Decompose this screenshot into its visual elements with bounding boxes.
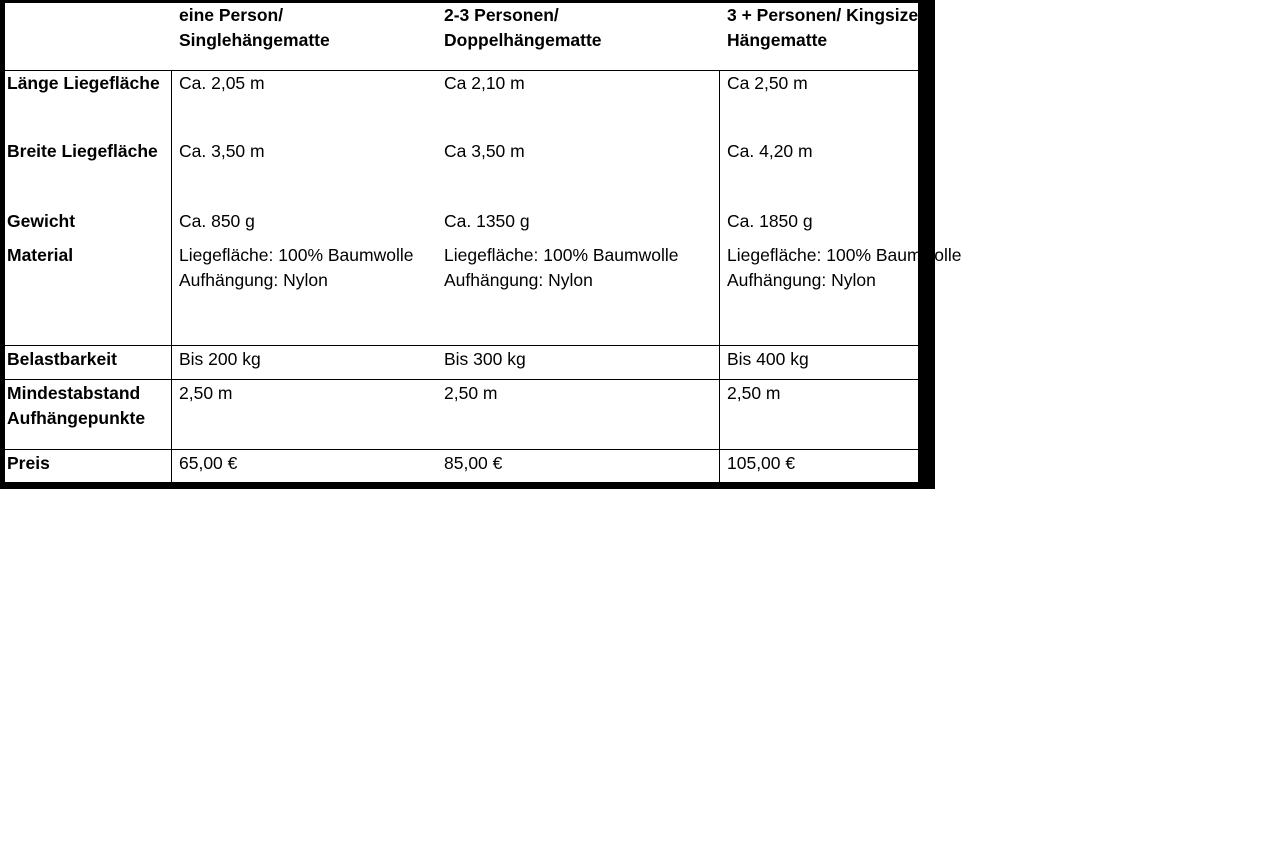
cell-weight-single: Ca. 850 g — [179, 211, 255, 231]
comparison-table — [5, 3, 962, 482]
row-label-material: Material — [7, 245, 74, 265]
cell-load-kingsize: Bis 400 kg — [727, 349, 809, 369]
cell-price-kingsize: 105,00 € — [727, 453, 796, 473]
row-divider — [5, 449, 918, 450]
cell-material-single — [179, 243, 413, 293]
cell-width-kingsize: Ca. 4,20 m — [727, 141, 813, 161]
cell-load-single: Bis 200 kg — [179, 349, 261, 369]
row-label-line: Aufhängepunkte — [7, 408, 146, 428]
row-label-weight: Gewicht — [7, 211, 76, 231]
header-line: 2-3 Personen/ — [444, 5, 559, 25]
row-label-min-distance — [7, 381, 145, 431]
row-label-load: Belastbarkeit — [7, 349, 117, 369]
header-line: eine Person/ — [179, 5, 284, 25]
header-line: 3 + Personen/ Kingsize — [727, 5, 919, 25]
cell-length-double: Ca 2,10 m — [444, 73, 525, 93]
material-line: Liegefläche: 100% Baumwolle — [179, 245, 414, 265]
row-label-width: Breite Liegefläche — [7, 141, 158, 161]
cell-price-double: 85,00 € — [444, 453, 503, 473]
material-line: Aufhängung: Nylon — [444, 270, 593, 290]
cell-distance-kingsize: 2,50 m — [727, 383, 781, 403]
header-single — [179, 3, 330, 53]
cell-length-kingsize: Ca 2,50 m — [727, 73, 808, 93]
header-line: Singlehängematte — [179, 30, 330, 50]
row-divider — [5, 70, 918, 71]
cell-width-double: Ca 3,50 m — [444, 141, 525, 161]
cell-width-single: Ca. 3,50 m — [179, 141, 265, 161]
row-divider — [5, 345, 918, 346]
material-line: Liegefläche: 100% Baumwolle — [444, 245, 679, 265]
table-image-frame — [0, 0, 962, 489]
header-line: Hängematte — [727, 30, 828, 50]
material-line: Liegefläche: 100% Baumwolle — [727, 245, 962, 265]
row-label-price: Preis — [7, 453, 50, 473]
row-divider — [5, 379, 918, 380]
cell-distance-single: 2,50 m — [179, 383, 233, 403]
row-label-length: Länge Liegefläche — [7, 73, 160, 93]
cell-material-kingsize — [727, 243, 961, 293]
material-line: Aufhängung: Nylon — [179, 270, 328, 290]
cell-material-double — [444, 243, 678, 293]
cell-weight-double: Ca. 1350 g — [444, 211, 530, 231]
column-divider — [171, 70, 172, 482]
cell-load-double: Bis 300 kg — [444, 349, 526, 369]
cell-distance-double: 2,50 m — [444, 383, 498, 403]
row-label-line: Mindestabstand — [7, 383, 141, 403]
cell-price-single: 65,00 € — [179, 453, 238, 473]
header-kingsize — [727, 3, 918, 53]
cell-weight-kingsize: Ca. 1850 g — [727, 211, 813, 231]
column-divider — [719, 70, 720, 482]
header-line: Doppelhängematte — [444, 30, 602, 50]
cell-length-single: Ca. 2,05 m — [179, 73, 265, 93]
header-double — [444, 3, 602, 53]
material-line: Aufhängung: Nylon — [727, 270, 876, 290]
